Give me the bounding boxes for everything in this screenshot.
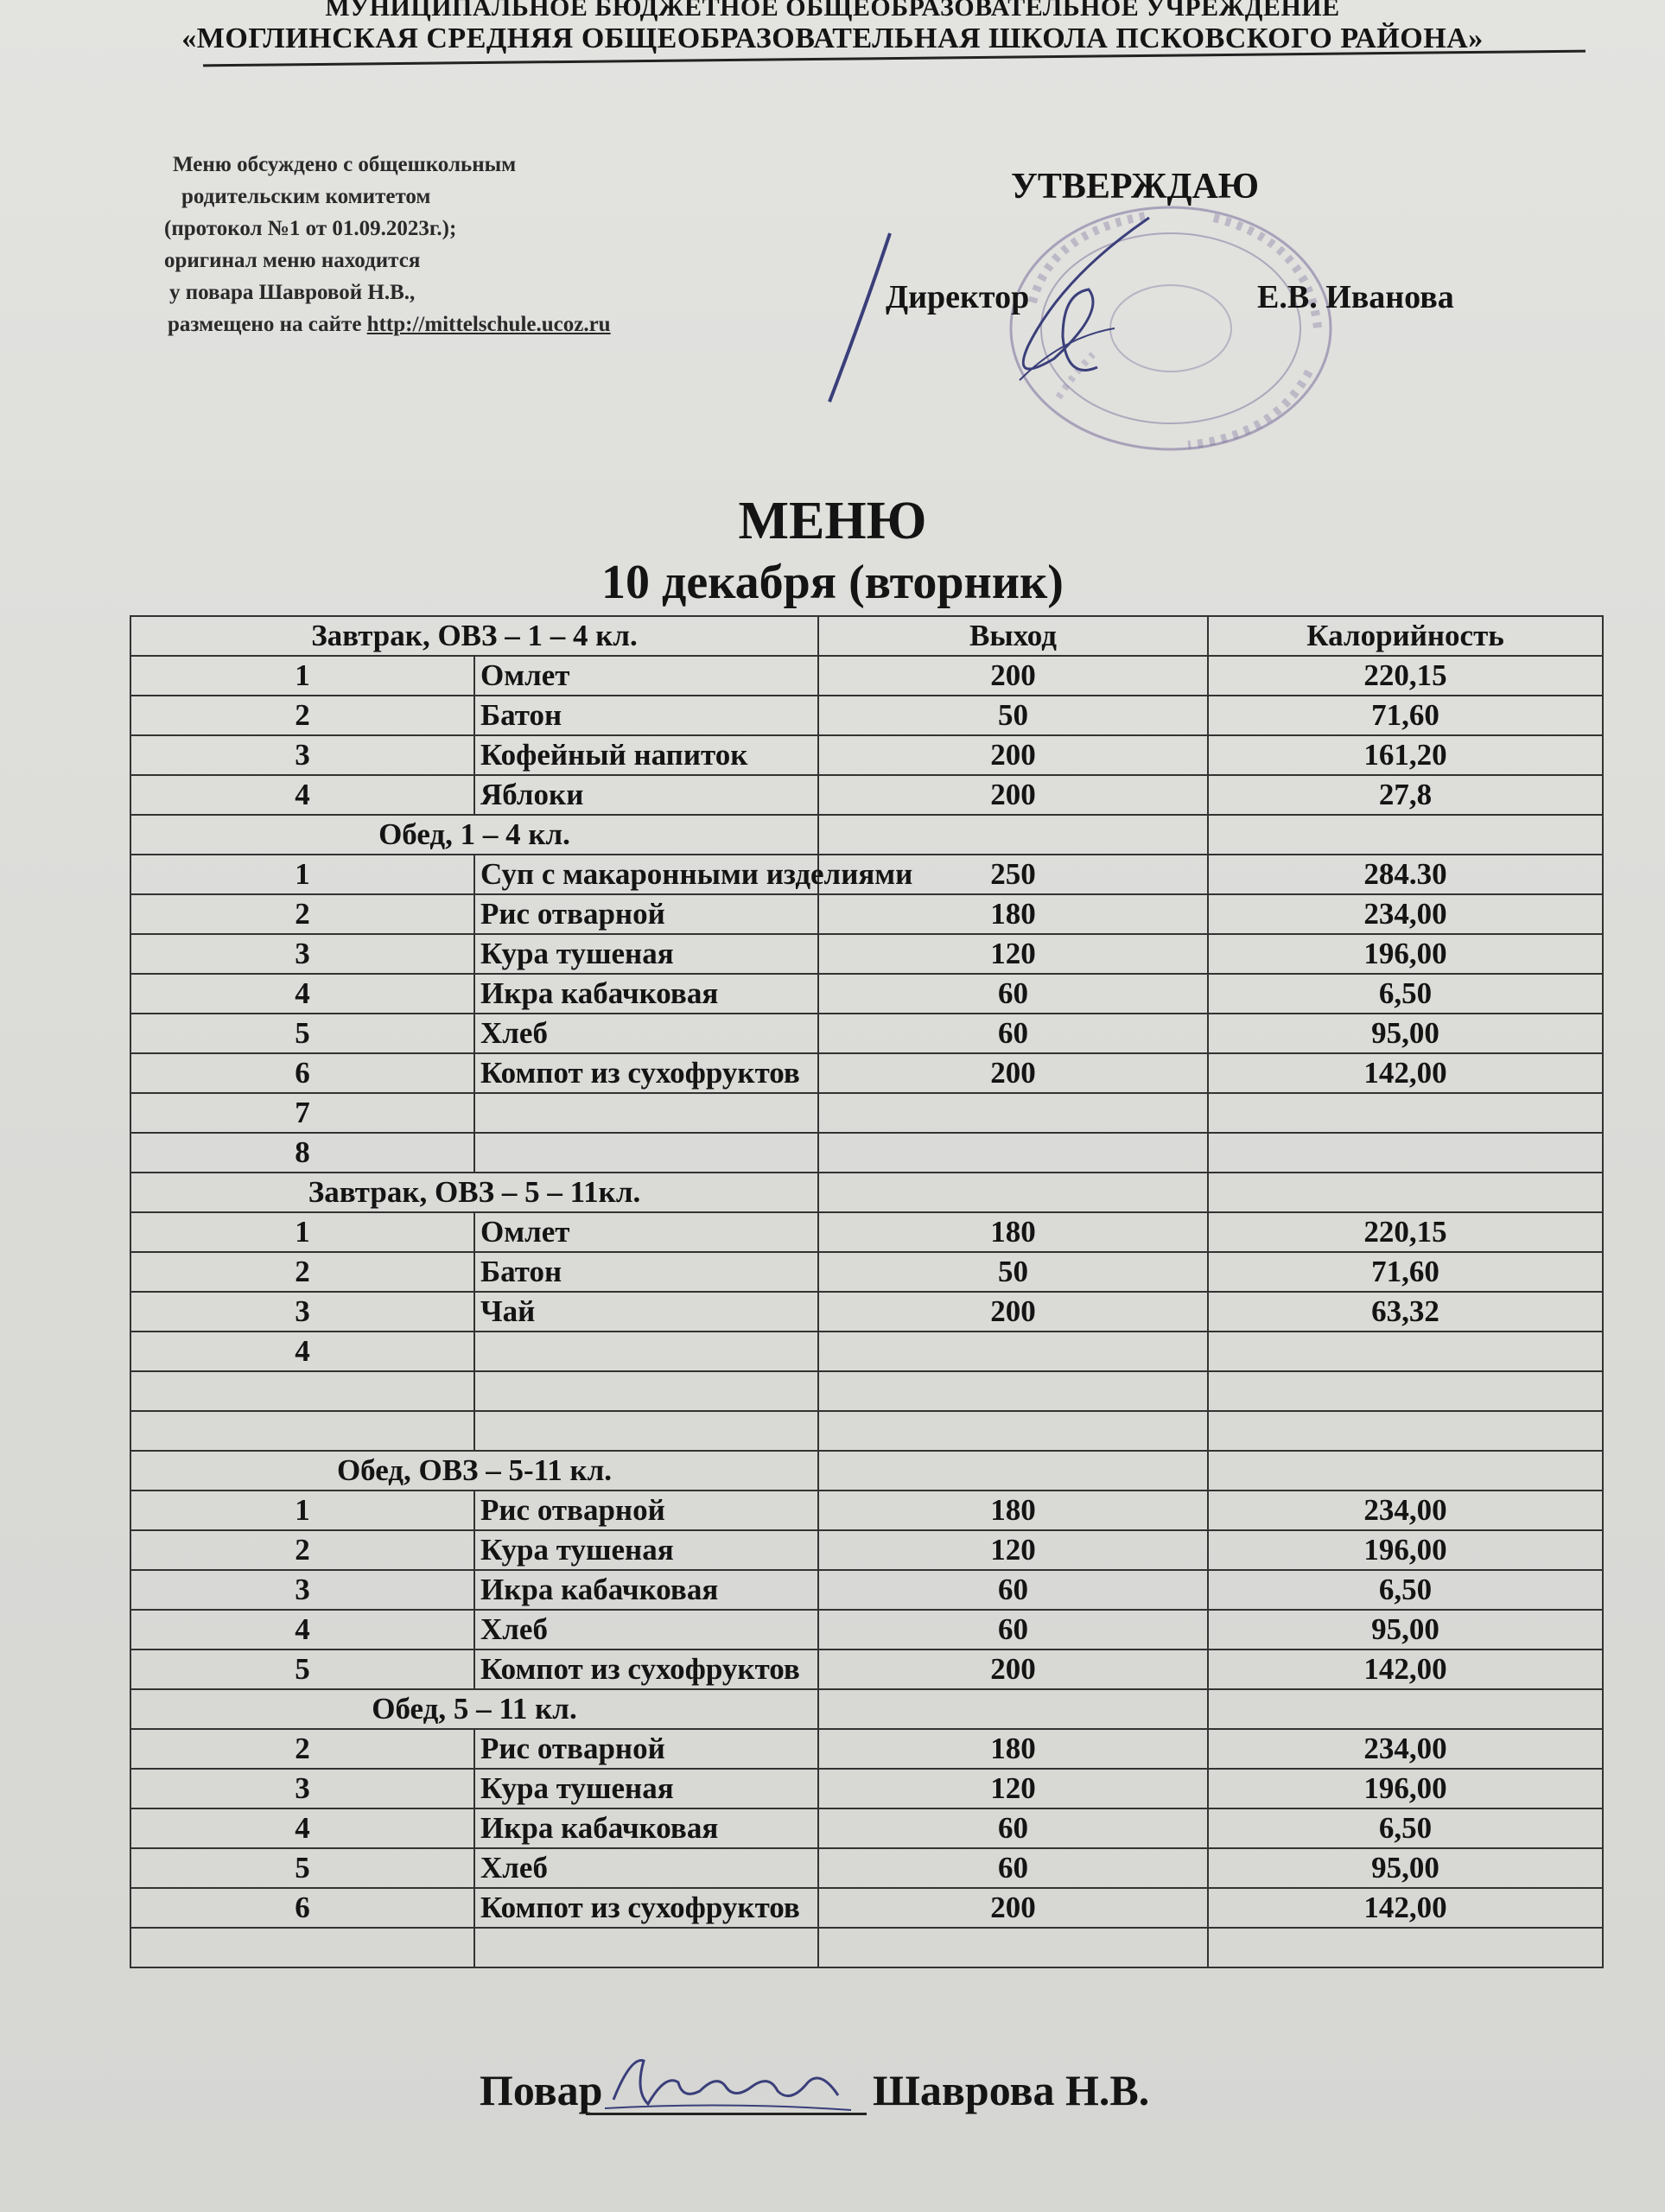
table-row: 3 Икра кабачковая 60 6,50 bbox=[130, 1570, 1603, 1610]
note-site-prefix: размещено на сайте bbox=[168, 313, 367, 336]
table-row: 1 Омлет 200 220,15 bbox=[130, 656, 1603, 696]
note-line bbox=[164, 308, 611, 340]
note-line: Меню обсуждено с общешкольным bbox=[173, 153, 517, 176]
table-row: 6 Компот из сухофруктов 200 142,00 bbox=[130, 1888, 1603, 1928]
section-title: Обед, ОВЗ – 5-11 кл. bbox=[130, 1451, 818, 1491]
table-row: 2 Рис отварной 180 234,00 bbox=[130, 894, 1603, 934]
table-row: 3 Кура тушеная 120 196,00 bbox=[130, 934, 1603, 974]
section-row bbox=[130, 1689, 1603, 1729]
table-row: 8 bbox=[130, 1133, 1603, 1173]
note-line: у повара Шавровой Н.В., bbox=[169, 281, 416, 304]
table-row: 2 Рис отварной 180 234,00 bbox=[130, 1729, 1603, 1769]
note-line: оригинал меню находится bbox=[164, 249, 421, 272]
note-line: (протокол №1 от 01.09.2023г.); bbox=[164, 217, 457, 240]
table-row: 1 Омлет 180 220,15 bbox=[130, 1212, 1603, 1252]
table-row: 3 Кура тушеная 120 196,00 bbox=[130, 1769, 1603, 1808]
table-row: 3 Чай 200 63,32 bbox=[130, 1292, 1603, 1332]
section-row bbox=[130, 1173, 1603, 1212]
cook-role: Повар bbox=[480, 2066, 603, 2114]
table-row bbox=[130, 1411, 1603, 1451]
menu-title: МЕНЮ bbox=[738, 492, 927, 550]
table-row: 2 Кура тушеная 120 196,00 bbox=[130, 1530, 1603, 1570]
institution-line-2: «МОГЛИНСКАЯ СРЕДНЯЯ ОБЩЕОБРАЗОВАТЕЛЬНАЯ ШКОЛА ПСКОВСКОГО РАЙОНА» bbox=[181, 22, 1484, 54]
signature-line bbox=[586, 2113, 867, 2115]
table-row: 4 Хлеб 60 95,00 bbox=[130, 1610, 1603, 1649]
table-header-row bbox=[130, 616, 1603, 656]
table-row bbox=[130, 1371, 1603, 1411]
table-row: 5 Хлеб 60 95,00 bbox=[130, 1848, 1603, 1888]
header-cell-output: Выход bbox=[818, 616, 1208, 656]
table-row: 4 Икра кабачковая 60 6,50 bbox=[130, 974, 1603, 1014]
table-row: 4 bbox=[130, 1332, 1603, 1371]
cook-name: Шаврова Н.В. bbox=[873, 2066, 1150, 2114]
header-cell-calories: Калорийность bbox=[1208, 616, 1603, 656]
table-row: 7 bbox=[130, 1093, 1603, 1133]
section-title: Обед, 1 – 4 кл. bbox=[130, 815, 818, 855]
table-row: 6 Компот из сухофруктов 200 142,00 bbox=[130, 1053, 1603, 1093]
table-row: 3 Кофейный напиток 200 161,20 bbox=[130, 735, 1603, 775]
header-cell-section: Завтрак, ОВЗ – 1 – 4 кл. bbox=[130, 616, 818, 656]
table-row: 1 Рис отварной 180 234,00 bbox=[130, 1491, 1603, 1530]
school-site-link[interactable]: http://mittelschule.ucoz.ru bbox=[366, 313, 611, 336]
section-title: Обед, 5 – 11 кл. bbox=[130, 1689, 818, 1729]
table-row: 2 Батон 50 71,60 bbox=[130, 1252, 1603, 1292]
signature-icon bbox=[596, 2048, 855, 2117]
table-row: 1 Суп с макаронными изделиями 250 284.30 bbox=[130, 855, 1603, 894]
table-row: 2 Батон 50 71,60 bbox=[130, 696, 1603, 735]
table-row: 5 Хлеб 60 95,00 bbox=[130, 1014, 1603, 1053]
discussion-note bbox=[164, 149, 611, 340]
table-row: 4 Яблоки 200 27,8 bbox=[130, 775, 1603, 815]
table-row: 4 Икра кабачковая 60 6,50 bbox=[130, 1808, 1603, 1848]
section-title: Завтрак, ОВЗ – 5 – 11кл. bbox=[130, 1173, 818, 1212]
director-name: Е.В. Иванова bbox=[1257, 279, 1454, 315]
section-row bbox=[130, 815, 1603, 855]
approval-title: УТВЕРЖДАЮ bbox=[1011, 167, 1260, 207]
table-row: 5 Компот из сухофруктов 200 142,00 bbox=[130, 1649, 1603, 1689]
menu-date: 10 декабря (вторник) bbox=[601, 556, 1064, 609]
director-role: Директор bbox=[886, 279, 1030, 315]
institution-line-1: МУНИЦИПАЛЬНОЕ БЮДЖЕТНОЕ ОБЩЕОБРАЗОВАТЕЛЬНОЕ УЧРЕЖДЕНИЕ bbox=[325, 0, 1340, 22]
menu-table bbox=[130, 615, 1604, 1968]
table-row bbox=[130, 1928, 1603, 1967]
section-row bbox=[130, 1451, 1603, 1491]
note-line: родительским комитетом bbox=[181, 185, 431, 208]
